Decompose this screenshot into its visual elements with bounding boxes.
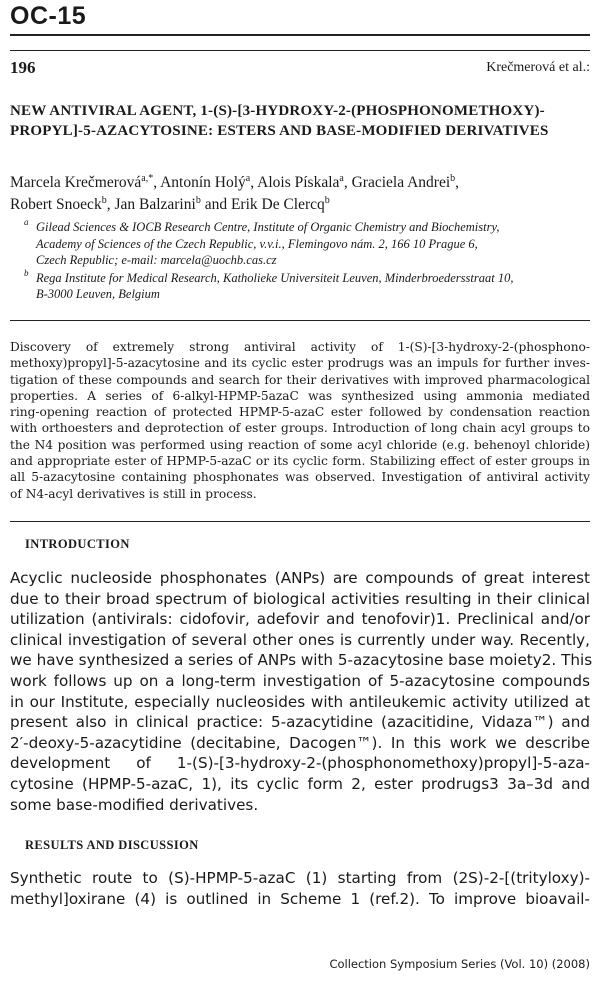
abstract-code: OC-15	[10, 2, 87, 30]
abstract-line: ring-opening reaction of protected HPMP-5-azaC ester followed by condensation reaction	[10, 405, 590, 420]
affiliation-mark: b	[24, 267, 29, 278]
body-line: utilization (antivirals: cidofovir, adefovir and tenofovir)1. Preclinical and/or	[10, 610, 590, 629]
author-name: Antonín Holý	[160, 174, 246, 191]
affiliation-line: Academy of Sciences of the Czech Republic, v.v.i., Flemingovo nám. 2, 166 10 Prague 6,	[36, 236, 478, 251]
affiliation-line: a Gilead Sciences & IOCB Research Centre, Institute of Organic Chemistry and Biochemistry,	[24, 219, 589, 236]
page-number: 196	[10, 58, 36, 77]
body-line: present also in clinical practice: 5-azacytidine (azacitidine, Vidaza™) and	[10, 713, 590, 732]
author-list	[10, 172, 595, 216]
author-sup: b	[324, 194, 330, 206]
abstract-line: tigation of these compounds and search for their derivatives with improved pharmacological	[10, 372, 590, 387]
title-line: PROPYL]-5-AZACYTOSINE: ESTERS AND BASE-MODIFIED DERIVATIVES	[10, 123, 549, 139]
abstract-line: all 5-azacytosine containing phosphonates was observed. Investigation of antiviral activity	[10, 470, 590, 485]
body-line: 2′-deoxy-5-azacytidine (decitabine, Dacogen™). In this work we describe	[10, 733, 590, 752]
paper-title	[10, 101, 590, 141]
body-line: clinical investigation of several other ones is currently under way. Recently,	[10, 630, 590, 649]
section-heading-results: RESULTS AND DISCUSSION	[25, 838, 199, 852]
abstract-top-rule	[10, 320, 590, 321]
author-name: Robert Snoeck	[10, 196, 102, 213]
abstract-line: and appropriate ester of HPMP-5-azaC or its cyclic form. Stabilizing effect of ester groups in	[10, 454, 590, 469]
body-line: in our Institute, especially nucleosides with antileukemic activity utilized at	[10, 692, 590, 711]
abstract-line: of N4-acyl derivatives is still in process.	[10, 486, 257, 501]
journal-footer: Collection Symposium Series (Vol. 10) (2008)	[329, 957, 590, 971]
affiliation-line: b Rega Institute for Medical Research, Katholieke Universiteit Leuven, Minderbroedersstraat 10,	[24, 270, 589, 287]
abstract-bottom-rule	[10, 521, 590, 522]
body-line: development of 1-(S)-[3-hydroxy-2-(phosphonomethoxy)propyl]-5-aza-	[10, 754, 590, 773]
header-rule	[10, 50, 590, 51]
abstract-line: properties. A series of 6-alkyl-HPMP-5azaC was synthesized using ammonia mediated	[10, 388, 590, 403]
affiliations	[24, 219, 589, 303]
body-line: work follows up on a long-term investigation of 5-azacytosine compounds	[10, 671, 590, 690]
body-line: some base-modified derivatives.	[10, 795, 259, 814]
body-line: Acyclic nucleoside phosphonates (ANPs) are compounds of great interest	[10, 569, 590, 587]
abstract	[10, 339, 590, 502]
running-head: Krečmerová et al.:	[486, 60, 590, 75]
author-name: Erik De Clercq	[230, 196, 325, 213]
results-text	[10, 868, 590, 909]
author-name: Jan Balzarini	[114, 196, 196, 213]
abstract-line: methoxy)propyl]-5-azacytosine and its cyclic ester prodrugs was an impuls for further inves-	[10, 356, 590, 371]
body-line: we have synthesized a series of ANPs with 5-azacytosine base moiety2. This	[10, 651, 593, 670]
title-line: NEW ANTIVIRAL AGENT, 1-(S)-[3-HYDROXY-2-(PHOSPHONOMETHOXY)-	[10, 103, 545, 119]
author-sup: a,*	[141, 172, 154, 184]
body-line: cytosine (HPMP-5-azaC, 1), its cyclic form 2, ester prodrugs3 3a–3d and	[10, 774, 590, 793]
abstract-line: Discovery of extremely strong antiviral activity of 1-(S)-[3-hydroxy-2-(phosphono-	[10, 340, 590, 354]
body-line: due to their broad spectrum of biological activities resulting in their clinical	[10, 589, 590, 608]
top-rule	[10, 34, 590, 36]
body-line: methyl]oxirane (4) is outlined in Scheme 1 (ref.2). To improve bioavail-	[10, 889, 590, 908]
affiliation-mark: a	[24, 217, 29, 227]
author-conjunction: and	[204, 196, 228, 213]
author-line: Marcela Krečmerová$^{a,*}$, Antonín Holý$^a$, Alois Pískala$^a$, Graciela Andrei$^b$,	[10, 172, 460, 191]
abstract-line: with orthoesters and deprotection of ester groups. Introduction of long chain acyl groups to	[10, 421, 590, 436]
author-name: Graciela Andrei	[351, 174, 451, 191]
author-line: Robert Snoeck$^b$, Jan Balzarini$^b$ and Erik De Clercq$^b$	[10, 194, 330, 213]
author-sup: a	[339, 172, 344, 184]
author-name: Alois Pískala	[257, 174, 340, 191]
affiliation-line: Czech Republic; e-mail: marcela@uochb.cas.cz	[36, 253, 277, 267]
author-sup: b	[450, 172, 456, 184]
author-sup: a	[245, 172, 251, 184]
author-sup: b	[101, 194, 107, 206]
body-line: Synthetic route to (S)-HPMP-5-azaC (1) starting from (2S)-2-[(trityloxy)-	[10, 869, 590, 887]
author-sup: b	[195, 194, 201, 206]
section-heading-introduction: INTRODUCTION	[25, 537, 130, 551]
affiliation-line: B-3000 Leuven, Belgium	[36, 287, 160, 301]
introduction-text	[10, 568, 593, 815]
author-name: Marcela Krečmerová	[10, 174, 142, 191]
abstract-line: the N4 position was performed using reaction of some acyl chloride (e.g. behenoyl chloride)	[10, 437, 590, 452]
